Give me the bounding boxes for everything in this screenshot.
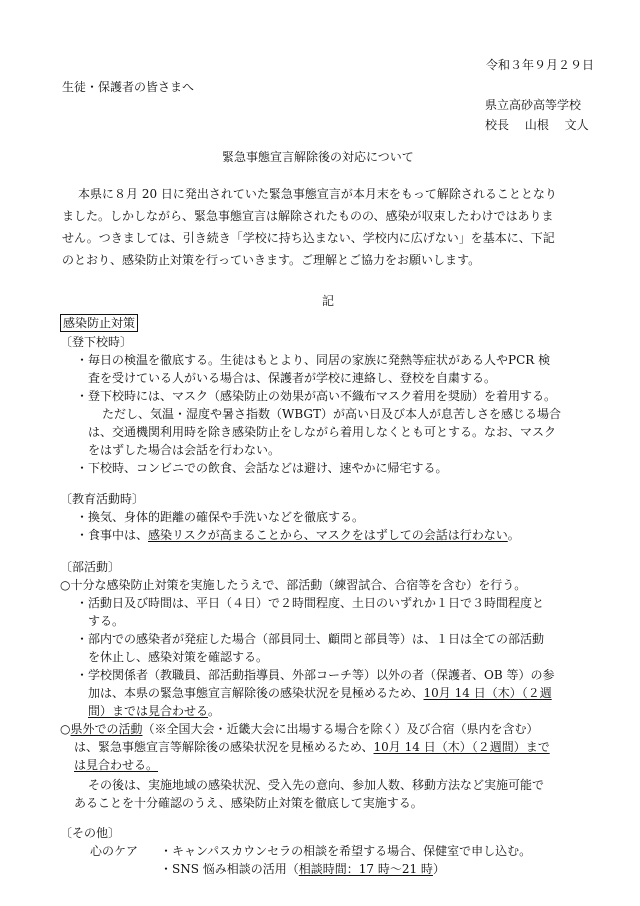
underlined-text: 感染リスクが高まることから、マスクをはずしての会話は行わない	[148, 528, 508, 542]
principal-name: 校長 山根 文人	[485, 118, 589, 132]
underlined-text: 相談時間：17 時～21 時	[298, 862, 433, 876]
recipient-line: 生徒・保護者の皆さまへ	[62, 80, 195, 94]
text-run: ）	[432, 862, 445, 876]
circle-item-cont	[74, 738, 550, 757]
underlined-text: 間）までは見合わせる	[88, 704, 209, 718]
list-item-cont	[88, 702, 220, 721]
list-item: ・部内での感染者が発症した場合（部員同士、顧問と部員等）は、１日は全ての部活動	[76, 632, 545, 646]
underlined-text: 10月 14 日（木）（２週	[423, 686, 552, 700]
intro-line: ました。しかしながら、緊急事態宣言は解除されたものの、感染が収束したわけではありま	[62, 209, 554, 223]
text-run: （※全国大会・近畿大会に出場する場合を除く）及び合宿（県内を含む）	[142, 722, 539, 736]
section-heading: 〔教育活動時〕	[60, 492, 145, 506]
paragraph-line: その後は、実施地域の感染状況、受入先の意向、参加人数、移動方法など実施可能で	[88, 778, 545, 792]
document-date: 令和３年９月２９日	[486, 58, 595, 72]
list-item-cont: する。	[88, 614, 125, 628]
text-run: 加は、本県の緊急事態宣言解除後の感染状況を見極めるため、	[88, 686, 424, 700]
list-item: ・登下校時には、マスク（感染防止の効果が高い不織布マスク着用を奨励）を着用する。	[76, 389, 557, 403]
intro-line: 本県に８月 20 日に発出されていた緊急事態宣言が本月末をもって解除されることとなり	[78, 187, 557, 201]
text-run: ・SNS 悩み相談の活用（	[160, 862, 299, 876]
list-item-cont: は、交通機関利用時を除き感染防止をしながら着用しなくとも可とする。なお、マスク	[88, 425, 557, 439]
text-run: 。	[507, 528, 520, 542]
text-run: 。	[208, 704, 221, 718]
underlined-text: は見合わせる。	[74, 758, 159, 772]
circle-item	[60, 720, 539, 739]
section-heading: 〔登下校時〕	[60, 335, 133, 349]
list-item: ・換気、身体的距離の確保や手洗いなどを徹底する。	[76, 510, 365, 524]
section-heading: 〔その他〕	[60, 826, 121, 840]
list-item: ・活動日及び時間は、平日（４日）で２時間程度、土日のいずれか１日で３時間程度と	[76, 596, 545, 610]
list-item-cont	[88, 684, 552, 703]
school-name: 県立高砂高等学校	[485, 98, 582, 112]
underlined-text: 10月 14 日（木）（２週間）まで	[373, 740, 550, 754]
list-item: ・キャンパスカウンセラの相談を希望する場合、保健室で申し込む。	[160, 844, 532, 858]
intro-line: のとおり、感染防止対策を行っていきます。ご理解とご協力をお願いします。	[62, 253, 481, 267]
list-item	[160, 860, 445, 879]
care-label: 心のケア	[90, 844, 139, 858]
ki-heading: 記	[322, 294, 335, 308]
paragraph-line: あることを十分確認のうえ、感染防止対策を徹底して実施する。	[74, 796, 423, 810]
page-title: 緊急事態宣言解除後の対応について	[222, 150, 414, 164]
text-run: は、緊急事態宣言等解除後の感染状況を見極めるため、	[74, 740, 374, 754]
section-box-heading: 感染防止対策	[60, 314, 138, 332]
list-item	[76, 526, 520, 545]
section-heading: 〔部活動〕	[60, 560, 121, 574]
list-item-cont: をはずした場合は会話を行わない。	[88, 443, 281, 457]
list-item-cont: 査を受けている人がいる場合は、保護者が学校に連絡し、登校を自粛する。	[88, 371, 497, 385]
list-item: ・毎日の検温を徹底する。生徒はもとより、同居の家族に発熱等症状がある人やPCR 検	[76, 353, 551, 367]
underlined-text: 県外での活動	[70, 722, 143, 736]
list-item: ・下校時、コンビニでの飲食、会話などは避け、速やかに帰宅する。	[76, 461, 448, 475]
circle-item: ○十分な感染防止対策を実施したうえで、部活動（練習試合、合宿等を含む）を行う。	[60, 578, 527, 592]
circle-item-cont	[74, 756, 158, 775]
intro-line: せん。つきましては、引き続き「学校に持ち込まない、学校内に広げない」を基本に、下記	[62, 231, 555, 245]
list-item-cont: を休止し、感染対策を確認する。	[88, 650, 269, 664]
text-run: ・食事中は、	[76, 528, 149, 542]
list-item: ・学校関係者（教職員、部活動指導員、外部コーチ等）以外の者（保護者、OB 等）の参	[76, 668, 555, 682]
list-item-cont: ただし、気温・湿度や暑さ指数（WBGT）が高い日及び本人が息苦しさを感じる場合	[102, 407, 561, 421]
circle-mark: ○	[60, 722, 71, 736]
